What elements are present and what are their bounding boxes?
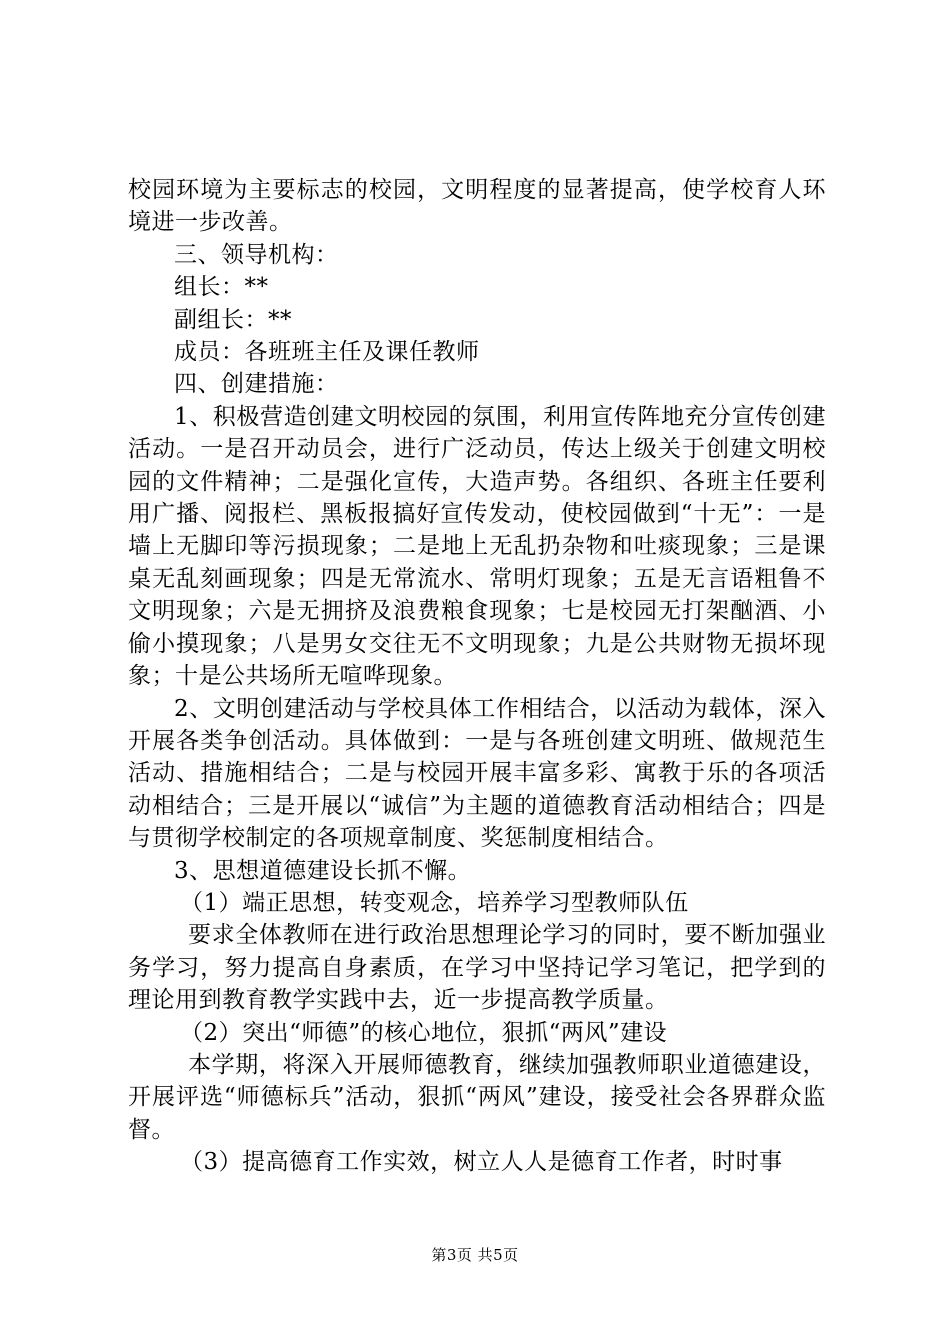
members-line: 成员：各班班主任及课任教师	[174, 339, 480, 366]
paragraph-continuation: 校园环境为主要标志的校园，文明程度的显著提高，使学校育人环境进一步改善。	[128, 177, 826, 236]
document-body	[128, 174, 826, 1179]
heading-measures: 四、创建措施：	[174, 371, 339, 398]
heading-leadership: 三、领导机构：	[174, 241, 339, 268]
measure-1-paragraph: 1、积极营造创建文明校园的氛围，利用宣传阵地充分宣传创建活动。一是召开动员会，进行广泛动员，传达上级关于创建文明校园的文件精神；二是强化宣传，大造声势。各组织、各班主任要利用广播、阅报栏、黑板报搞好宣传发动，使校园做到“十无”：一是墙上无脚印等污损现象；二是地上无乱扔杂物和吐痰现象；三是课桌无乱刻画现象；四是无常流水、常明灯现象；五是无言语粗鲁不文明现象；六是无拥挤及浪费粮食现象；七是校园无打架酗酒、小偷小摸现象；八是男女交往无不文明现象；九是公共财物无损坏现象；十是公共场所无喧哗现象。	[128, 403, 826, 690]
subsection-1-paragraph: 要求全体教师在进行政治思想理论学习的同时，要不断加强业务学习，努力提高自身素质，在学习中坚持记学习笔记，把学到的理论用到教育教学实践中去，近一步提高教学质量。	[128, 922, 826, 1014]
measure-2-paragraph: 2、文明创建活动与学校具体工作相结合，以活动为载体，深入开展各类争创活动。具体做到：一是与各班创建文明班、做规范生活动、措施相结合；二是与校园开展丰富多彩、寓教于乐的各项活动相结合；三是开展以“诚信”为主题的道德教育活动相结合；四是与贯彻学校制定的各项规章制度、奖惩制度相结合。	[128, 695, 826, 852]
subsection-2-paragraph: 本学期，将深入开展师德教育，继续加强教师职业道德建设，开展评选“师德标兵”活动，狠抓“两风”建设，接受社会各界群众监督。	[128, 1051, 826, 1143]
page-number-footer: 第3页 共5页	[431, 1246, 519, 1264]
subsection-1-heading: （1）端正思想，转变观念，培养学习型教师队伍	[180, 889, 689, 916]
deputy-leader-line: 副组长：**	[174, 306, 292, 333]
subsection-3-heading: （3）提高德育工作实效，树立人人是德育工作者，时时事	[180, 1149, 783, 1176]
subsection-2-heading: （2）突出“师德”的核心地位，狠抓“两风”建设	[180, 1019, 668, 1046]
leader-line: 组长：**	[174, 274, 269, 301]
measure-3-heading: 3、思想道德建设长抓不懈。	[174, 857, 472, 884]
